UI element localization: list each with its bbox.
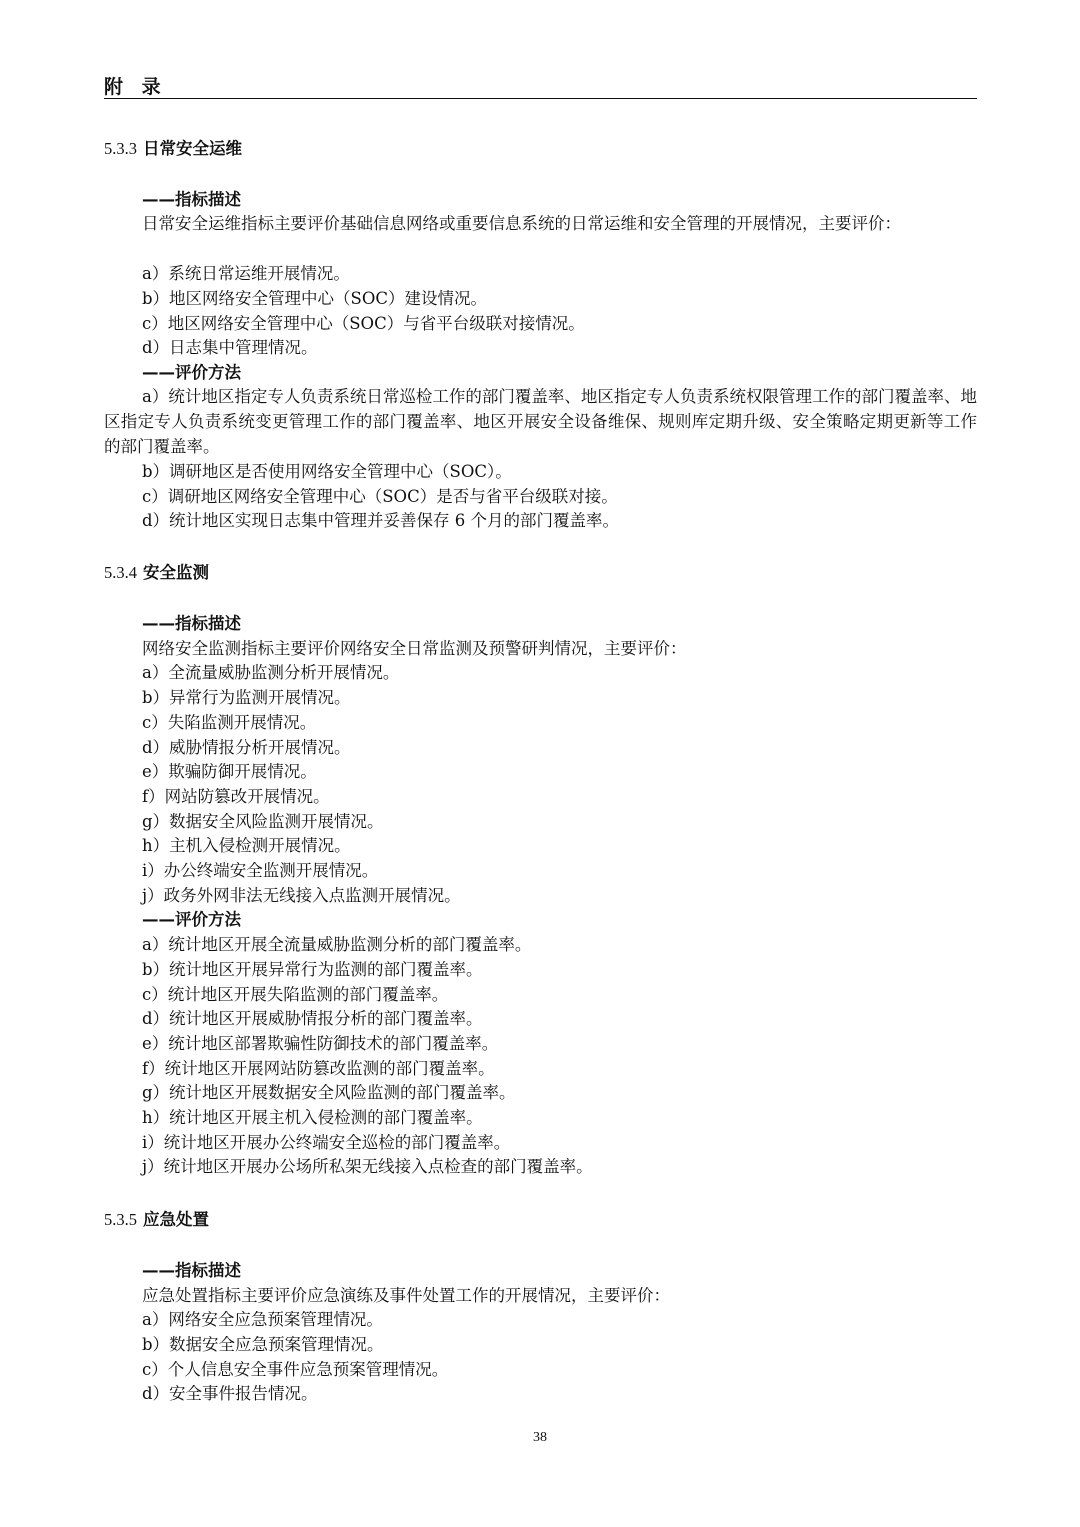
- list-item: c）个人信息安全事件应急预案管理情况。: [142, 1360, 449, 1379]
- header-title: 附 录: [104, 76, 167, 98]
- indicator-description-heading: ——指标描述: [142, 1261, 241, 1280]
- list-item: i）办公终端安全监测开展情况。: [142, 861, 379, 880]
- list-item: d）威胁情报分析开展情况。: [142, 738, 351, 757]
- section-title-5-3-3: [104, 137, 242, 161]
- list-item: b）调研地区是否使用网络安全管理中心（SOC）。: [142, 462, 512, 481]
- section-name: 安全监测: [143, 563, 209, 582]
- list-item: d）统计地区开展威胁情报分析的部门覆盖率。: [142, 1009, 483, 1028]
- list-item: d）安全事件报告情况。: [142, 1384, 318, 1403]
- list-item: b）数据安全应急预案管理情况。: [142, 1335, 384, 1354]
- list-item: b）异常行为监测开展情况。: [142, 688, 351, 707]
- list-item: f）统计地区开展网站防篡改监测的部门覆盖率。: [142, 1059, 495, 1078]
- evaluation-method-heading: ——评价方法: [142, 363, 241, 382]
- section-number: 5.3.5: [104, 1210, 137, 1229]
- list-item: a）全流量威胁监测分析开展情况。: [142, 663, 400, 682]
- header-rule: [104, 98, 977, 99]
- list-item: a）统计地区指定专人负责系统日常巡检工作的部门覆盖率、地区指定专人负责系统权限管理工作的部门覆盖率、地区指定专人负责系统变更管理工作的部门覆盖率、地区开展安全设备维保、规则库定期升级、安全策略定期更新等工作的部门覆盖率。: [104, 387, 977, 456]
- list-item: a）系统日常运维开展情况。: [142, 264, 350, 283]
- section-title-5-3-5: [104, 1208, 209, 1232]
- list-item: a）统计地区开展全流量威胁监测分析的部门覆盖率。: [142, 935, 532, 954]
- list-item: d）日志集中管理情况。: [142, 338, 318, 357]
- list-item: c）统计地区开展失陷监测的部门覆盖率。: [142, 985, 449, 1004]
- list-item: j）政务外网非法无线接入点监测开展情况。: [142, 886, 461, 905]
- indicator-description-intro: 日常安全运维指标主要评价基础信息网络或重要信息系统的日常运维和安全管理的开展情况，主要评价：: [142, 214, 901, 233]
- list-item: g）统计地区开展数据安全风险监测的部门覆盖率。: [142, 1083, 516, 1102]
- list-item: c）地区网络安全管理中心（SOC）与省平台级联对接情况。: [142, 314, 585, 333]
- list-item: c）失陷监测开展情况。: [142, 713, 317, 732]
- list-item: h）主机入侵检测开展情况。: [142, 836, 351, 855]
- list-item: h）统计地区开展主机入侵检测的部门覆盖率。: [142, 1108, 483, 1127]
- list-item: e）统计地区部署欺骗性防御技术的部门覆盖率。: [142, 1034, 499, 1053]
- list-item: b）统计地区开展异常行为监测的部门覆盖率。: [142, 960, 483, 979]
- section-name: 应急处置: [143, 1210, 209, 1229]
- section-number: 5.3.3: [104, 139, 137, 158]
- evaluation-method-heading: ——评价方法: [142, 910, 241, 929]
- list-item: b）地区网络安全管理中心（SOC）建设情况。: [142, 289, 488, 308]
- list-item: j）统计地区开展办公场所私架无线接入点检查的部门覆盖率。: [142, 1157, 593, 1176]
- indicator-description-intro: 应急处置指标主要评价应急演练及事件处置工作的开展情况，主要评价：: [142, 1286, 670, 1305]
- section-title-5-3-4: [104, 561, 209, 585]
- page-header: [104, 70, 977, 100]
- indicator-description-intro: 网络安全监测指标主要评价网络安全日常监测及预警研判情况，主要评价：: [142, 639, 687, 658]
- indicator-description-heading: ——指标描述: [142, 190, 241, 209]
- page-number: 38: [533, 1430, 547, 1445]
- indicator-description-heading: ——指标描述: [142, 614, 241, 633]
- list-item: i）统计地区开展办公终端安全巡检的部门覆盖率。: [142, 1133, 511, 1152]
- list-item: d）统计地区实现日志集中管理并妥善保存 6 个月的部门覆盖率。: [142, 511, 620, 530]
- section-name: 日常安全运维: [143, 139, 242, 158]
- list-item: f）网站防篡改开展情况。: [142, 787, 330, 806]
- list-item: c）调研地区网络安全管理中心（SOC）是否与省平台级联对接。: [142, 487, 618, 506]
- list-item: e）欺骗防御开展情况。: [142, 762, 317, 781]
- section-number: 5.3.4: [104, 563, 137, 582]
- list-item: a）网络安全应急预案管理情况。: [142, 1310, 383, 1329]
- list-item: g）数据安全风险监测开展情况。: [142, 812, 384, 831]
